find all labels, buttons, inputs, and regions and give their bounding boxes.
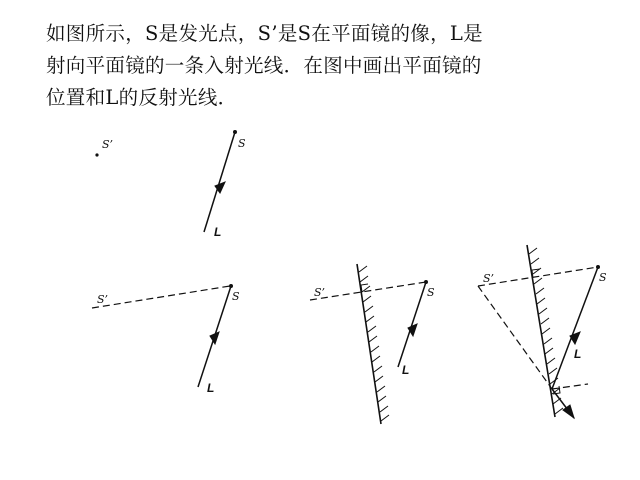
source-label: S (599, 271, 607, 284)
image-label: S’ (483, 272, 495, 285)
ray-arrow (210, 332, 219, 344)
image-label: S’ (97, 293, 109, 306)
connecting-dashed-line (92, 286, 230, 308)
image-point (95, 153, 98, 156)
question-line-2: 射向平面镜的一条入射光线．在图中画出平面镜的 (46, 54, 482, 77)
plane-mirror (357, 264, 381, 424)
figure-step-1 (92, 284, 240, 395)
mirror-hatching (359, 266, 389, 421)
incident-ray (204, 132, 235, 232)
ray-label: L (402, 363, 410, 377)
incident-ray (398, 282, 426, 367)
source-label: S (238, 137, 246, 150)
ray-label: L (214, 225, 222, 239)
reflected-ray-arrow (563, 405, 574, 418)
ray-label: L (574, 347, 582, 361)
ray-arrow (570, 332, 580, 344)
image-label: S’ (314, 286, 326, 299)
incident-ray (552, 267, 598, 389)
question-line-1: 如图所示，S是发光点，S’是S在平面镜的像，L是 (46, 22, 483, 45)
source-label: S (427, 286, 435, 299)
figure-step-2 (310, 264, 435, 424)
figure-step-3 (478, 245, 607, 418)
question-line-3: 位置和L的反射光线． (46, 86, 238, 109)
image-label: S’ (102, 138, 114, 151)
figure-problem (95, 130, 246, 239)
plane-mirror (527, 245, 555, 417)
source-label: S (232, 290, 240, 303)
normal-dashed-line (552, 384, 588, 389)
ray-label: L (207, 381, 215, 395)
connecting-dashed-line (310, 282, 426, 300)
